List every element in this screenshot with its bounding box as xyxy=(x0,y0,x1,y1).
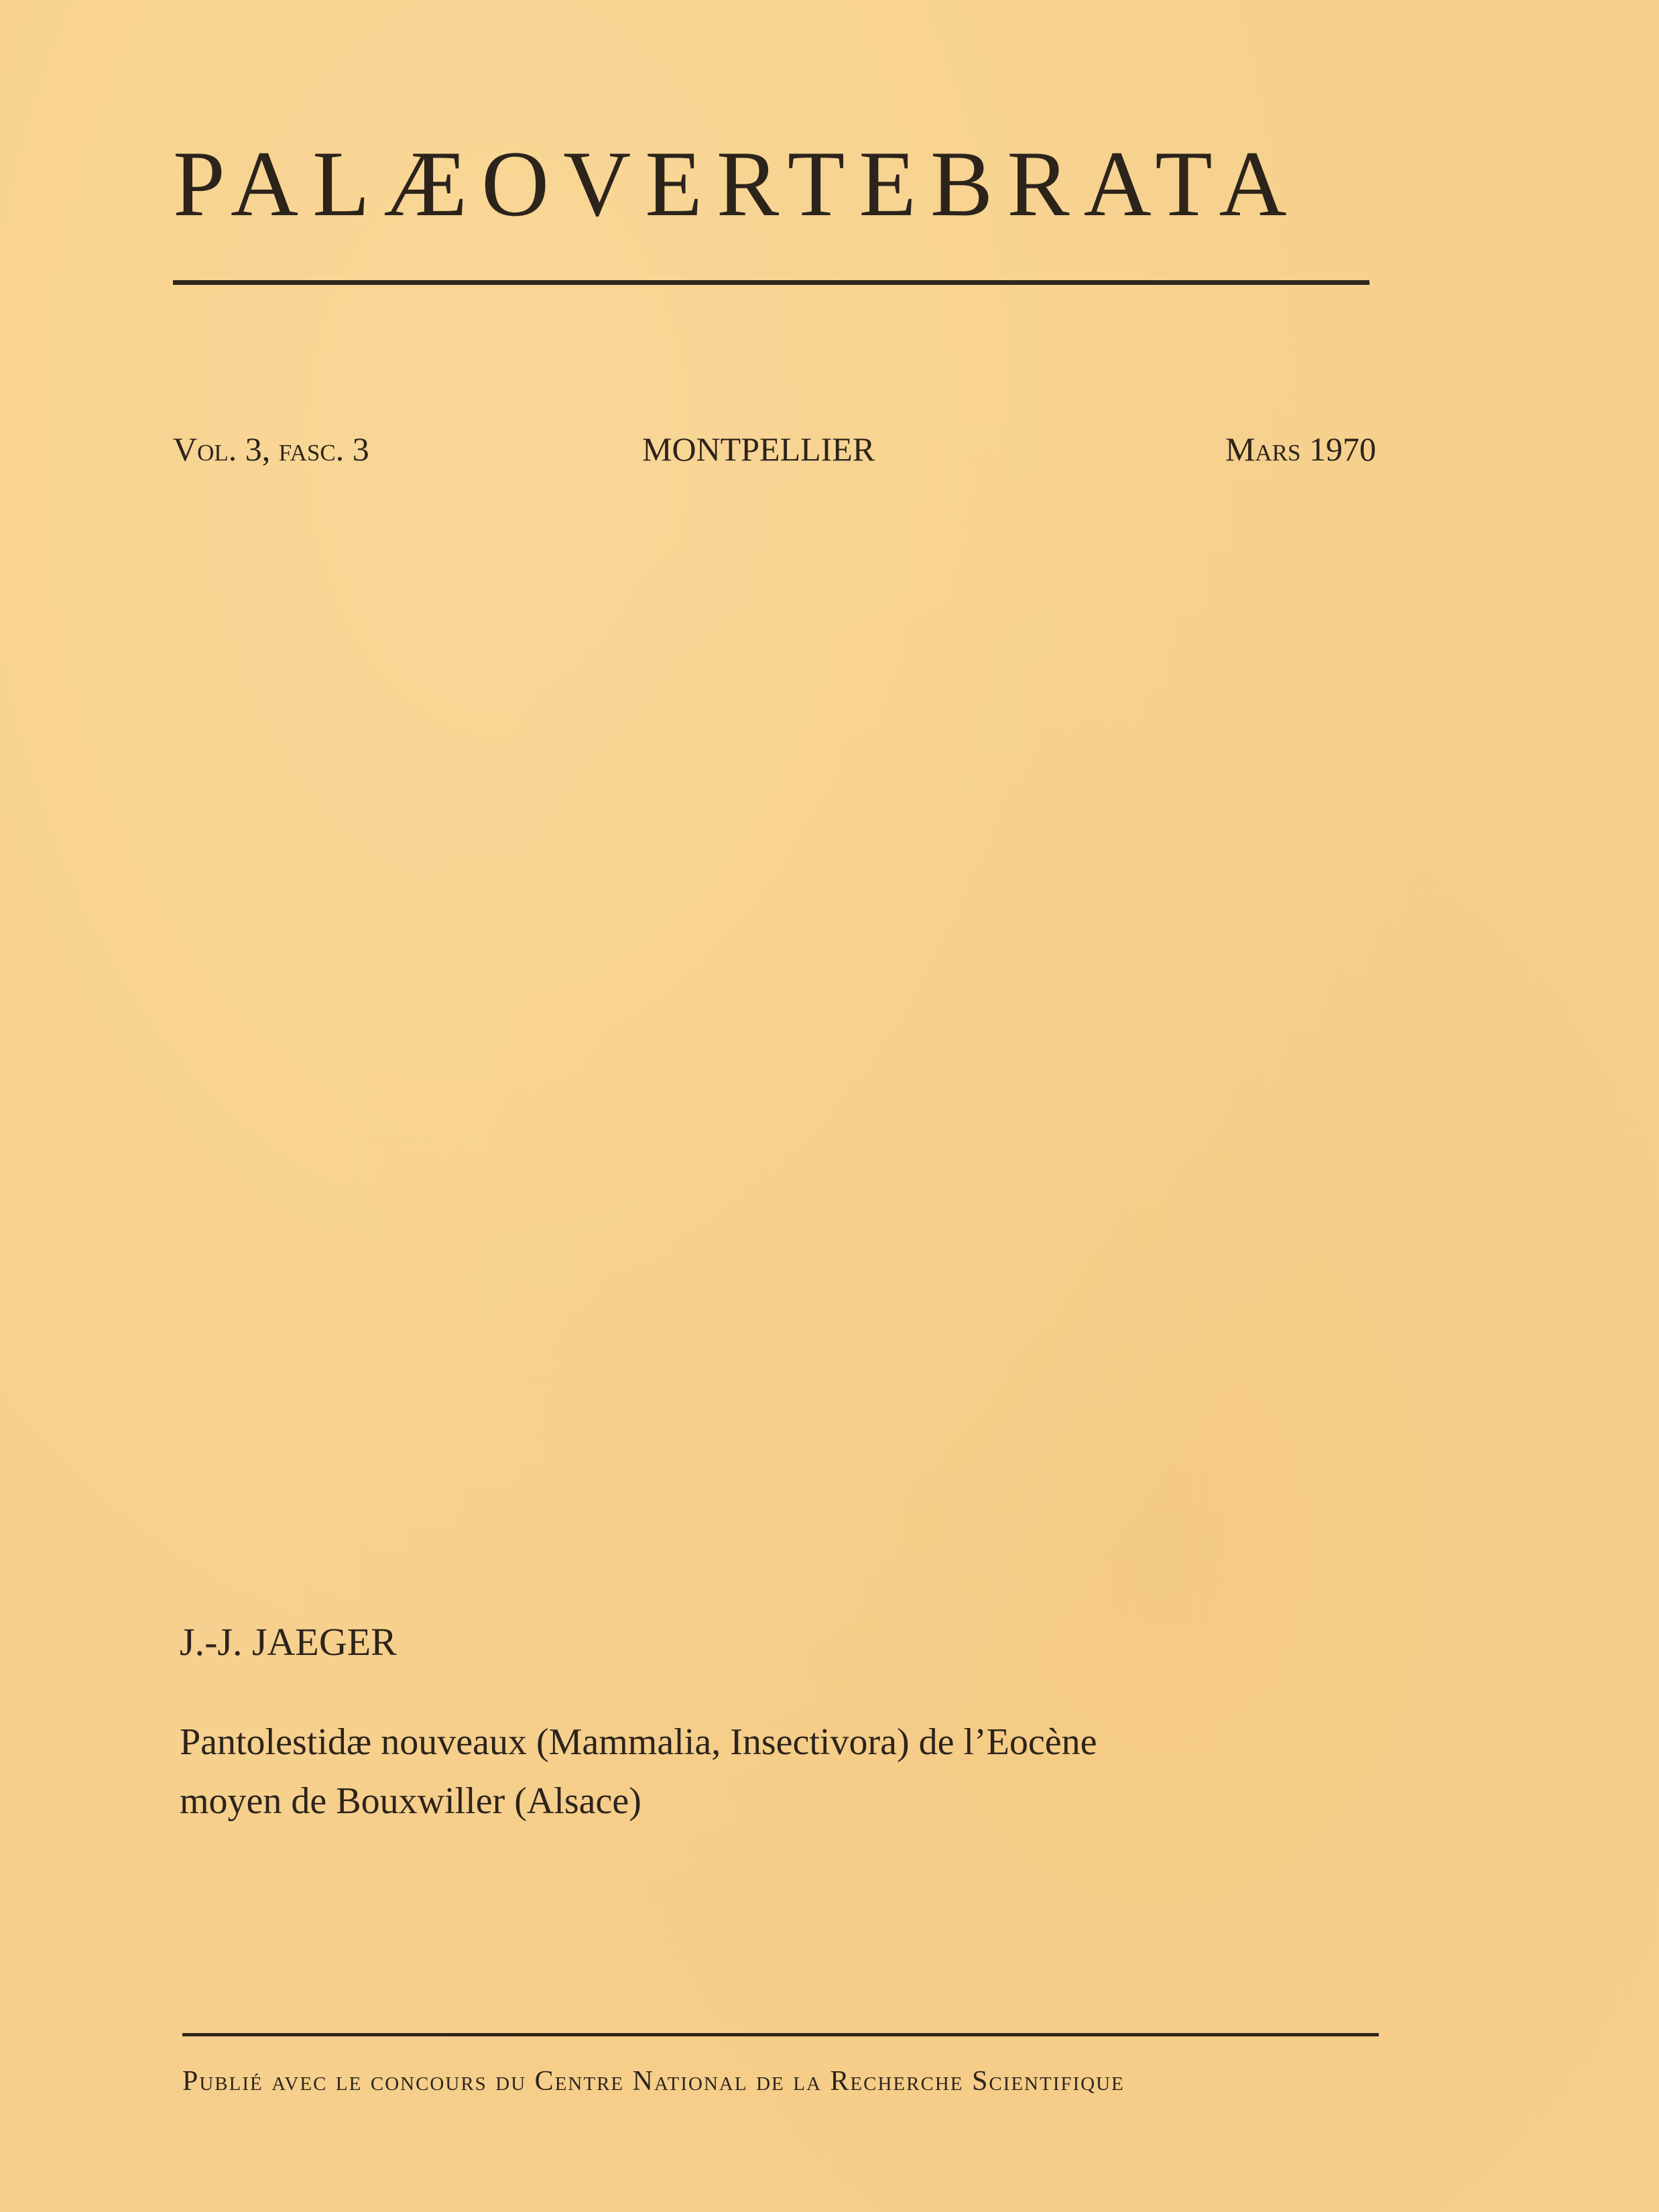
journal-title: PALÆOVERTEBRATA xyxy=(173,132,1301,236)
title-rule xyxy=(173,280,1369,285)
article-title-line-2: moyen de Bouxwiller (Alsace) xyxy=(180,1780,641,1822)
article-title-line-1: Pantolestidæ nouveaux (Mammalia, Insectivora) de l’Eocène xyxy=(180,1721,1097,1763)
publisher-note: Publié avec le concours du Centre National de la Recherche Scientifique xyxy=(182,2066,1125,2097)
issue-date: Mars 1970 xyxy=(1225,430,1376,468)
issue-volume: Vol. 3, fasc. 3 xyxy=(173,430,369,468)
article-author: J.-J. JAEGER xyxy=(180,1620,397,1664)
issue-city: MONTPELLIER xyxy=(642,430,875,468)
issue-info xyxy=(173,429,1376,469)
article-title xyxy=(180,1713,1400,1831)
footer-rule xyxy=(182,2033,1379,2036)
